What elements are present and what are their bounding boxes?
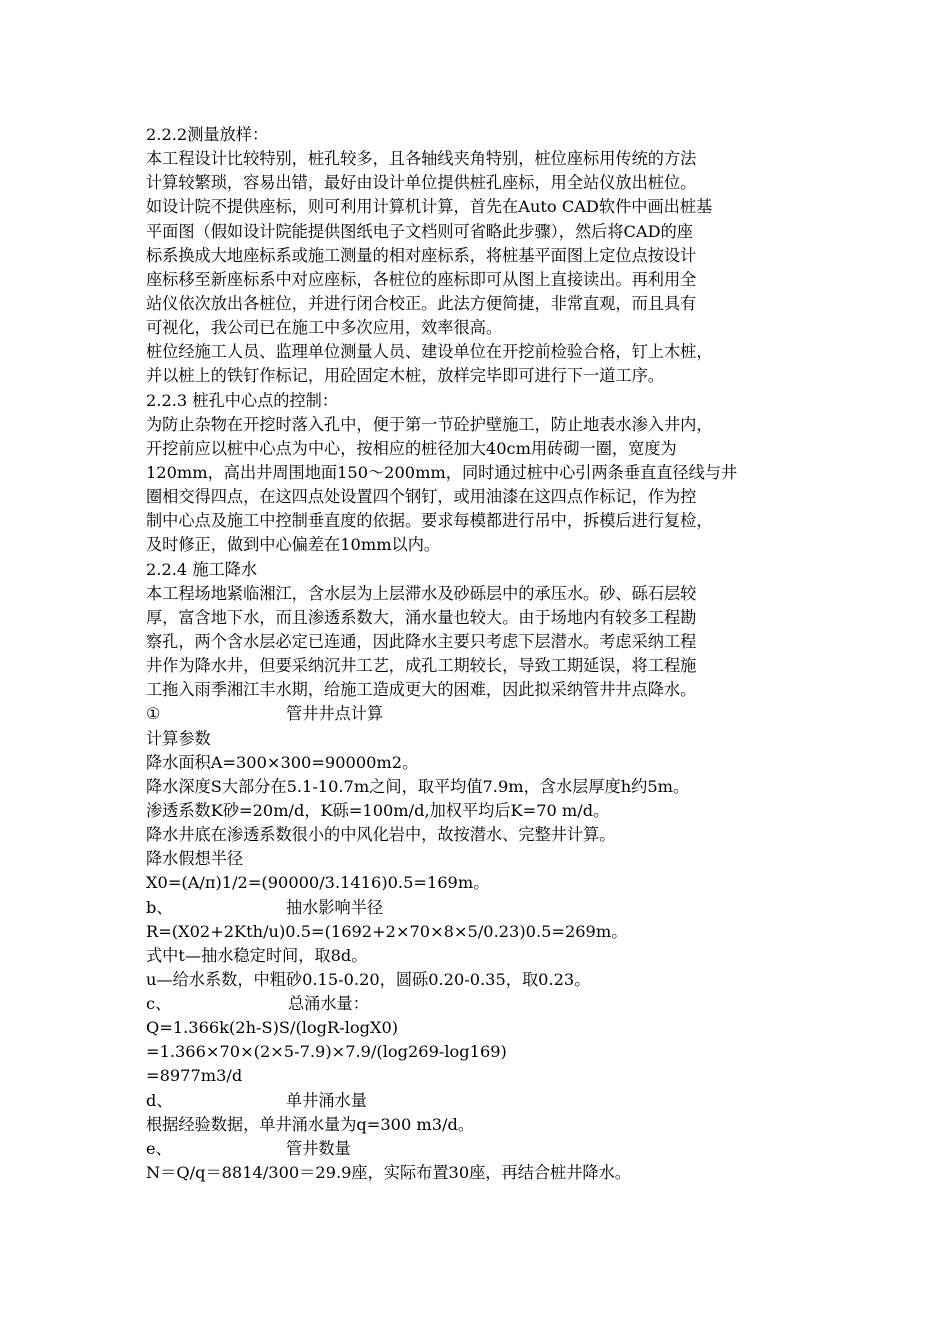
text-line: 如设计院不提供座标，则可利用计算机计算，首先在Auto CAD软件中画出桩基 — [146, 197, 713, 217]
text-line: 察孔，两个含水层必定已连通，因此降水主要只考虑下层潜水。考虑采纳工程 — [146, 631, 697, 651]
section-heading-2-2-2: 2.2.2测量放样： — [146, 125, 269, 144]
calc-params-heading: 计算参数 — [146, 728, 211, 748]
list-marker: ① — [146, 704, 161, 724]
dewatering-depth: 降水深度S大部分在5.1-10.7m之间，取平均值7.9m，含水层厚度h约5m。 — [146, 776, 690, 796]
text-line: 本工程设计比较特别，桩孔较多，且各轴线夹角特别，桩位座标用传统的方法 — [146, 149, 697, 169]
text-line: 工拖入雨季湘江丰水期，给施工造成更大的困难，因此拟采纳管井井点降水。 — [146, 680, 697, 700]
list-item-title: 总涌水量： — [288, 994, 369, 1014]
list-item-title: 管井井点计算 — [286, 704, 384, 724]
text-line: 座标移至新座标系中对应座标，各桩位的座标即可从图上直接读出。再利用全 — [146, 269, 697, 289]
section-heading-2-2-3: 2.2.3 桩孔中心点的控制： — [146, 390, 339, 410]
paragraph-center-control — [146, 413, 816, 558]
list-item-total-inflow — [146, 992, 816, 1016]
list-item-title: 单井涌水量 — [286, 1090, 367, 1110]
text-line: 圈相交得四点，在这四点处设置四个钢钉，或用油漆在这四点作标记，作为控 — [146, 487, 697, 507]
text-line: 标系换成大地座标系或施工测量的相对座标系，将桩基平面图上定位点按设计 — [146, 245, 697, 265]
document-body — [146, 123, 816, 1185]
list-item-well-count — [146, 1137, 816, 1161]
t-definition: 式中t—抽水稳定时间，取8d。 — [146, 945, 368, 965]
paragraph-pile-inspection — [146, 340, 816, 388]
text-line: 本工程场地紧临湘江，含水层为上层滞水及砂砾层中的承压水。砂、砾石层较 — [146, 583, 697, 603]
well-bottom-note: 降水井底在渗透系数很小的中风化岩中，故按潜水、完整井计算。 — [146, 825, 616, 845]
n-formula: N＝Q/q＝8814/300＝29.9座，实际布置30座，再结合桩井降水。 — [146, 1163, 631, 1183]
text-line: 井作为降水井，但要采纳沉井工艺，成孔工期较长，导致工期延误，将工程施 — [146, 656, 697, 676]
text-line: 制中心点及施工中控制垂直度的依据。要求每模都进行吊中，拆模后进行复检， — [146, 511, 713, 531]
text-line: 厚，富含地下水，而且渗透系数大，涌水量也较大。由于场地内有较多工程勘 — [146, 607, 697, 627]
paragraph-dewatering — [146, 582, 816, 703]
dewatering-area: 降水面积A=300×300=90000m2。 — [146, 752, 419, 772]
q-formula: Q=1.366k(2h-S)S/(logR-logX0) — [146, 1018, 399, 1038]
text-line: 开挖前应以桩中心点为中心，按相应的桩径加大40cm用砖砌一圈，宽度为 — [146, 438, 677, 458]
list-marker: e、 — [146, 1138, 172, 1158]
text-line: 站仪依次放出各桩位，并进行闭合校正。此法方便简捷，非常直观，而且具有 — [146, 293, 697, 313]
r-formula: R=(X02+2Kth/u)0.5=(1692+2×70×8×5/0.23)0.5=269m。 — [146, 921, 628, 941]
u-definition: u—给水系数，中粗砂0.15-0.20，圆砾0.20-0.35，取0.23。 — [146, 969, 591, 989]
list-item-single-well-inflow — [146, 1089, 816, 1113]
list-marker: b、 — [146, 897, 173, 917]
text-line: 可视化，我公司已在施工中多次应用，效率很高。 — [146, 318, 503, 338]
assumed-radius-heading: 降水假想半径 — [146, 849, 244, 869]
section-heading-2-2-4: 2.2.4 施工降水 — [146, 559, 258, 579]
text-line: 桩位经施工人员、监理单位测量人员、建设单位在开挖前检验合格，钉上木桩， — [146, 342, 713, 362]
text-line: 为防止杂物在开挖时落入孔中，便于第一节砼护壁施工，防止地表水渗入井内， — [146, 414, 713, 434]
list-item-influence-radius — [146, 896, 816, 920]
q-result: =8977m3/d — [146, 1066, 243, 1086]
list-marker: c、 — [146, 994, 172, 1014]
permeability-coefficient: 渗透系数K砂=20m/d，K砾=100m/d,加权平均后K=70 m/d。 — [146, 800, 610, 820]
list-item-title: 抽水影响半径 — [286, 897, 384, 917]
list-item-well-calculation — [146, 702, 816, 726]
q-calculation: =1.366×70×(2×5-7.9)×7.9/(log269-log169) — [146, 1042, 507, 1062]
text-line: 计算较繁琐，容易出错，最好由设计单位提供桩孔座标，用全站仪放出桩位。 — [146, 173, 697, 193]
text-line: 120mm，高出井周围地面150～200mm，同时通过桩中心引两条垂直直径线与井 — [146, 462, 738, 482]
text-line: 并以桩上的铁钉作标记，用砼固定木桩，放样完毕即可进行下一道工序。 — [146, 366, 664, 386]
paragraph-survey-layout — [146, 147, 816, 340]
list-marker: d、 — [146, 1090, 173, 1110]
x0-formula: X0=(A/π)1/2=(90000/3.1416)0.5=169m。 — [146, 873, 490, 893]
text-line: 平面图（假如设计院能提供图纸电子文档则可省略此步骤），然后将CAD的座 — [146, 221, 693, 241]
single-well-q: 根据经验数据，单井涌水量为q=300 m3/d。 — [146, 1114, 475, 1134]
list-item-title: 管井数量 — [286, 1138, 351, 1158]
text-line: 及时修正，做到中心偏差在10mm以内。 — [146, 535, 441, 555]
